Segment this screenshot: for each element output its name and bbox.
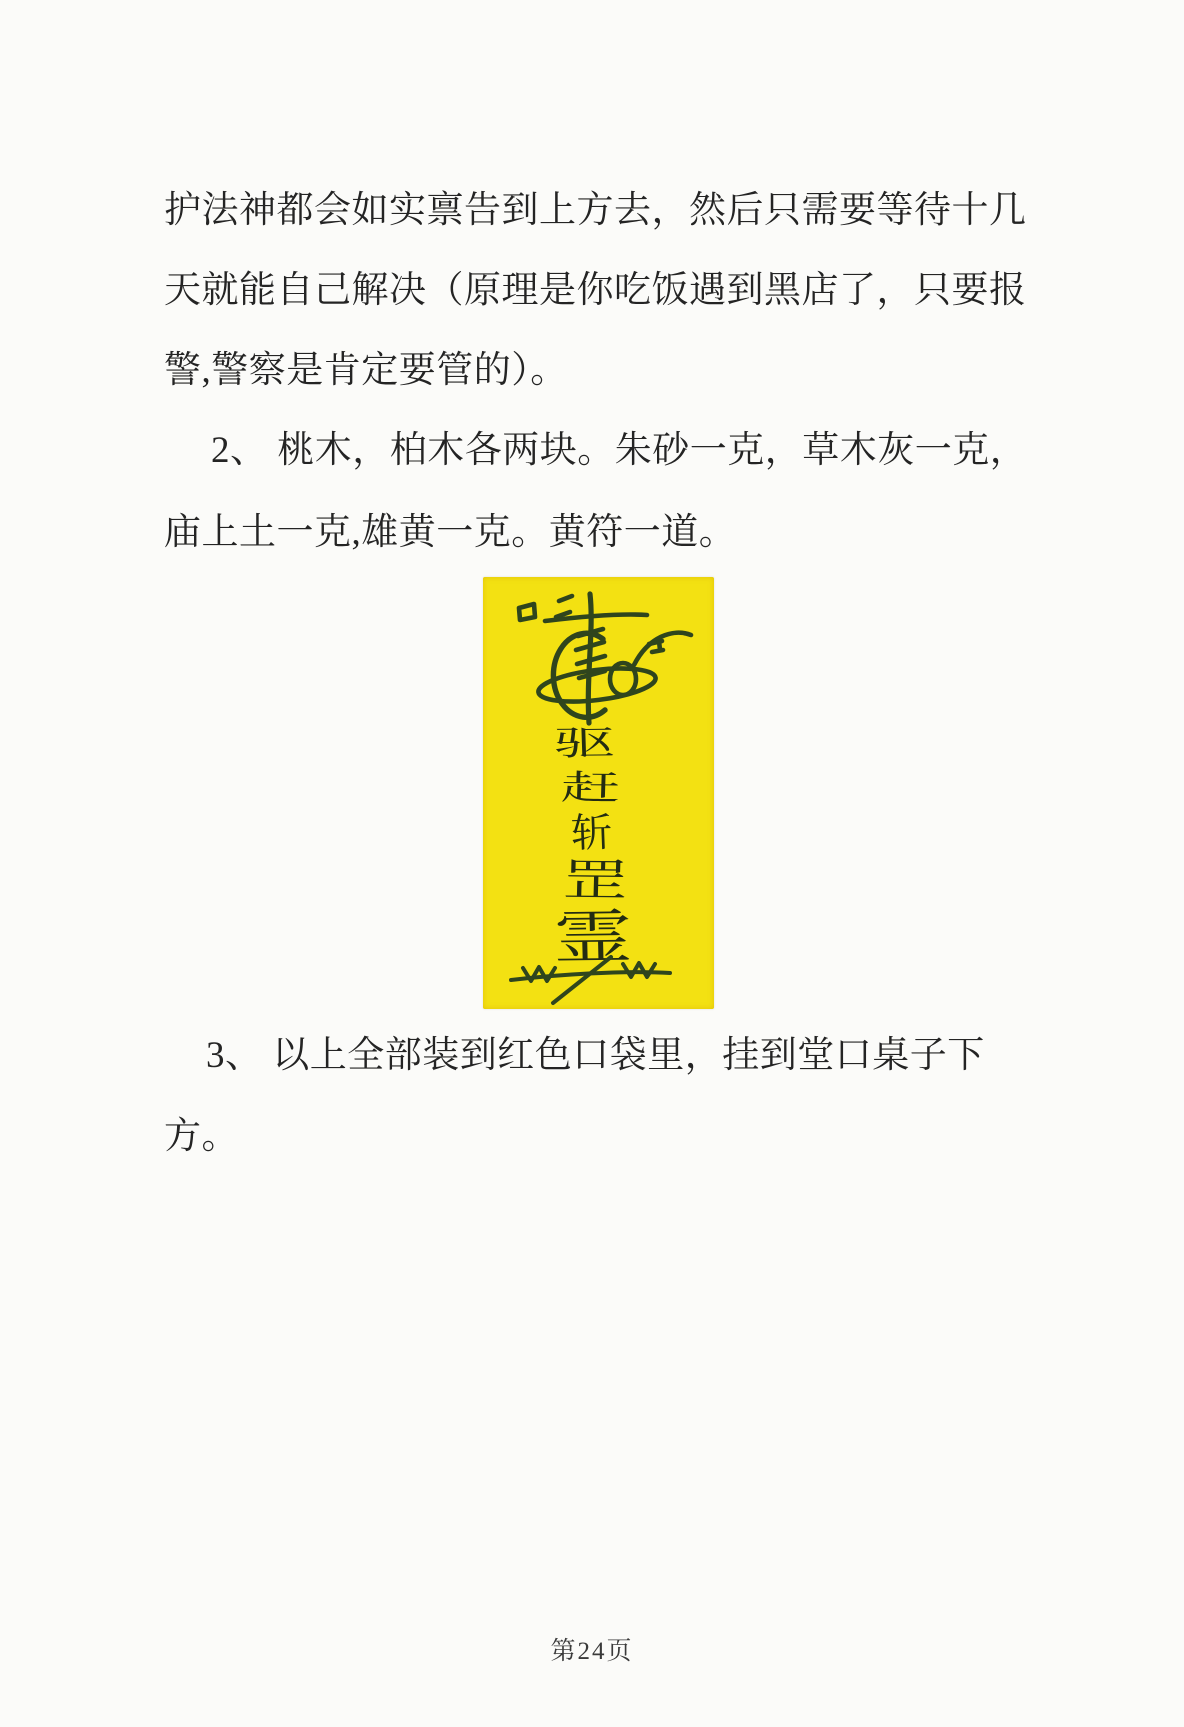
paragraph-line: 2、 桃木，柏木各两块。朱砂一克，草木灰一克， — [211, 430, 1028, 471]
paragraph-line: 3、 以上全部装到红色口袋里，挂到堂口桌子下 — [206, 1035, 985, 1076]
page-number: 第24页 — [550, 1638, 634, 1665]
paragraph-line: 护法神都会如实禀告到上方去，然后只需要等待十几 — [164, 190, 1027, 231]
talisman-character: 赶 — [559, 768, 622, 808]
talisman-character: 罡 — [561, 856, 630, 906]
talisman-character: 霊 — [552, 905, 633, 972]
paragraph-line: 庙上土一克,雄黄一克。黄符一道。 — [164, 512, 737, 553]
talisman-image — [483, 577, 714, 1009]
talisman-character: 斩 — [569, 809, 614, 856]
paragraph-line: 警,警察是肯定要管的）。 — [164, 350, 568, 391]
talisman-character: 驱 — [552, 723, 617, 763]
paragraph-line: 天就能自己解决（原理是你吃饭遇到黑店了，只要报 — [164, 270, 1027, 311]
paragraph-line: 方。 — [164, 1116, 239, 1157]
